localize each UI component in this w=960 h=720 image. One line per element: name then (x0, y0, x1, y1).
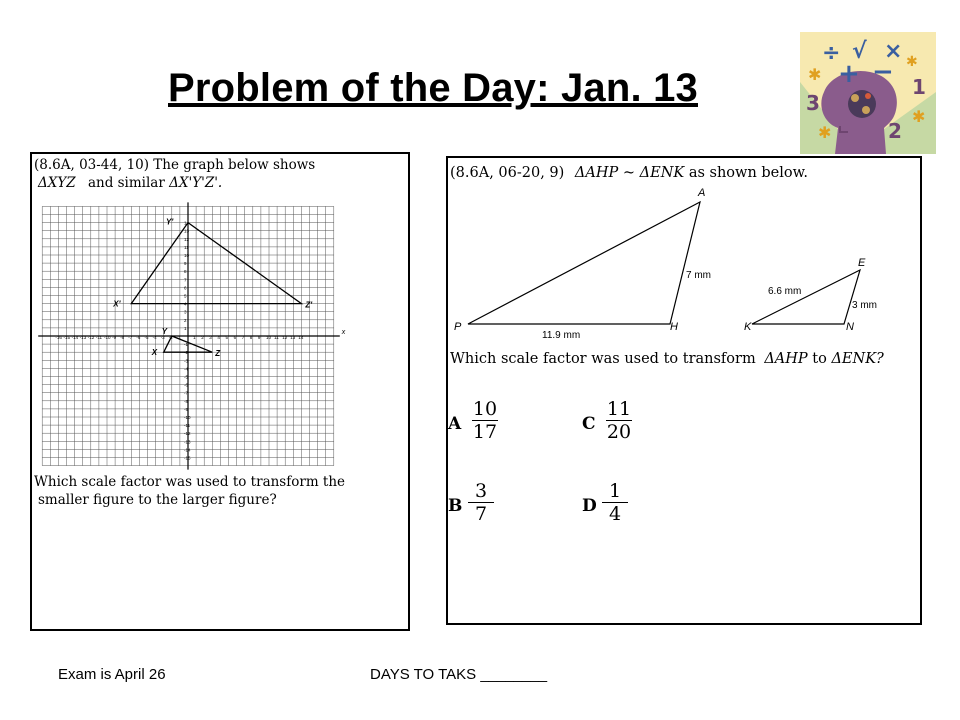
x-tick-label: 10 (266, 335, 272, 340)
footer-days-to-taks: DAYS TO TAKS ________ (370, 666, 548, 683)
y-tick-label: -1 (184, 342, 189, 348)
minus-symbol: − (872, 57, 894, 87)
label-y-prime: Y' (166, 217, 174, 227)
y-tick-label: -4 (184, 366, 189, 372)
x-tick-label: 7 (241, 335, 245, 340)
math-head-icon (800, 32, 936, 154)
label-z: Z (215, 349, 221, 359)
digit-two: 2 (888, 119, 902, 143)
y-tick-label: -14 (184, 447, 191, 453)
x-tick-label: -6 (136, 335, 141, 340)
x-axis-label: x (341, 329, 346, 336)
x-tick-label: 11 (274, 335, 279, 340)
y-tick-label: -12 (184, 431, 191, 437)
coordinate-graph (34, 200, 352, 472)
y-tick-label: -5 (184, 374, 189, 380)
y-tick-label: -13 (184, 439, 191, 445)
y-tick-label: 6 (184, 285, 187, 291)
y-tick-label: 1 (184, 325, 187, 331)
x-tick-label: -11 (95, 335, 103, 340)
option-b-fraction: $\frac{3}{7}$ (468, 480, 494, 525)
y-tick-label: 5 (184, 293, 187, 299)
x-tick-label: 3 (209, 335, 212, 340)
x-tick-label: -15 (63, 335, 71, 340)
side-en-label: 3 mm (852, 300, 877, 311)
x-tick-label: -3 (160, 335, 165, 340)
svg-text:✱: ✱ (818, 125, 832, 142)
x-tick-label: 2 (201, 335, 204, 340)
y-tick-label: 2 (184, 317, 187, 323)
x-tick-label: -5 (144, 335, 149, 340)
option-b-letter: B (448, 496, 463, 516)
x-tick-label: -7 (128, 335, 133, 340)
svg-text:✱: ✱ (906, 53, 918, 69)
x-tick-label: 8 (249, 335, 253, 340)
svg-text:✱: ✱ (808, 67, 822, 84)
option-a-letter: A (448, 414, 462, 434)
y-tick-label: 12 (184, 236, 190, 242)
y-tick-label: 10 (184, 253, 190, 258)
plus-symbol: + (838, 59, 860, 89)
y-tick-label: 11 (184, 244, 189, 250)
y-tick-label: 13 (184, 228, 190, 234)
vertex-n: N (846, 321, 854, 333)
right-question: Which scale factor was used to transform ΔAHP to ΔENK? (450, 351, 884, 367)
vertex-p: P (454, 321, 462, 333)
option-c-fraction: $\frac{11}{20}$ (606, 398, 632, 443)
option-d-fraction: $\frac{1}{4}$ (602, 480, 628, 525)
option-a-fraction: $\frac{10}{17}$ (472, 398, 498, 443)
y-tick-label: -2 (184, 350, 189, 356)
x-tick-label: -12 (87, 335, 95, 340)
x-tick-label: -8 (120, 335, 125, 340)
y-tick-label: -15 (184, 455, 191, 461)
side-ah-label: 7 mm (686, 270, 711, 281)
y-tick-label: -9 (184, 406, 189, 412)
side-ek-label: 6.6 mm (768, 286, 802, 297)
digit-three: 3 (806, 91, 820, 115)
label-z-prime: Z' (305, 300, 313, 310)
y-tick-label: 4 (184, 301, 187, 307)
x-tick-label: 1 (193, 335, 196, 340)
y-tick-label: -6 (184, 382, 189, 388)
x-tick-label: -2 (168, 335, 173, 340)
y-tick-label: 14 (184, 220, 190, 226)
side-ph-label: 11.9 mm (542, 330, 581, 341)
root-symbol: √ (852, 39, 867, 64)
x-tick-label: -4 (152, 335, 157, 340)
left-header-line2: ΔXYZ and similar ΔX'Y'Z'. (38, 175, 223, 191)
x-tick-label: 5 (225, 335, 229, 340)
vertex-h: H (670, 321, 678, 333)
left-question-line1: Which scale factor was used to transform the (34, 474, 346, 490)
option-d-letter: D (582, 496, 597, 516)
y-tick-label: 8 (184, 269, 187, 275)
y-tick-label: -8 (184, 398, 189, 404)
x-tick-label: 12 (282, 335, 288, 340)
svg-text:✱: ✱ (912, 109, 926, 126)
x-tick-label: 13 (290, 335, 296, 340)
right-problem-panel (446, 156, 922, 625)
y-tick-label: -3 (184, 358, 189, 364)
x-tick-label: 9 (257, 335, 261, 340)
x-tick-label: 6 (233, 335, 237, 340)
x-tick-label: -16 (55, 335, 62, 340)
vertex-a: A (698, 187, 706, 199)
triangles-figure (448, 182, 920, 342)
x-tick-label: -10 (104, 335, 111, 340)
y-tick-label: 3 (184, 309, 187, 315)
x-tick-label: -9 (112, 335, 117, 340)
vertex-e: E (858, 257, 866, 269)
right-header: (8.6A, 06-20, 9) ΔAHP ~ ΔENK as shown below. (450, 165, 808, 181)
vertex-k: K (744, 321, 752, 333)
digit-one: 1 (912, 75, 926, 99)
divide-symbol: ÷ (822, 41, 841, 66)
option-c-letter: C (582, 414, 596, 434)
y-tick-label: -7 (184, 390, 189, 396)
left-problem-panel (30, 152, 410, 631)
label-y: Y (161, 327, 168, 336)
left-header-line1: (8.6A, 03-44, 10) The graph below shows (34, 157, 316, 173)
y-tick-label: 9 (184, 261, 187, 267)
y-tick-label: -10 (184, 415, 191, 420)
label-x-prime: X' (113, 299, 121, 309)
y-tick-label: 7 (184, 277, 187, 283)
x-tick-label: -1 (176, 335, 181, 340)
left-question-line2: smaller figure to the larger figure? (38, 492, 277, 508)
x-tick-label: 14 (298, 335, 304, 340)
x-tick-label: -14 (71, 335, 79, 340)
x-tick-label: 4 (217, 335, 220, 340)
times-symbol: × (884, 39, 903, 64)
footer-exam-date: Exam is April 26 (58, 666, 166, 683)
x-tick-label: -13 (79, 335, 87, 340)
y-tick-label: -11 (184, 423, 191, 429)
page-title: Problem of the Day: Jan. 13 (168, 66, 698, 110)
label-x: X (151, 348, 158, 358)
